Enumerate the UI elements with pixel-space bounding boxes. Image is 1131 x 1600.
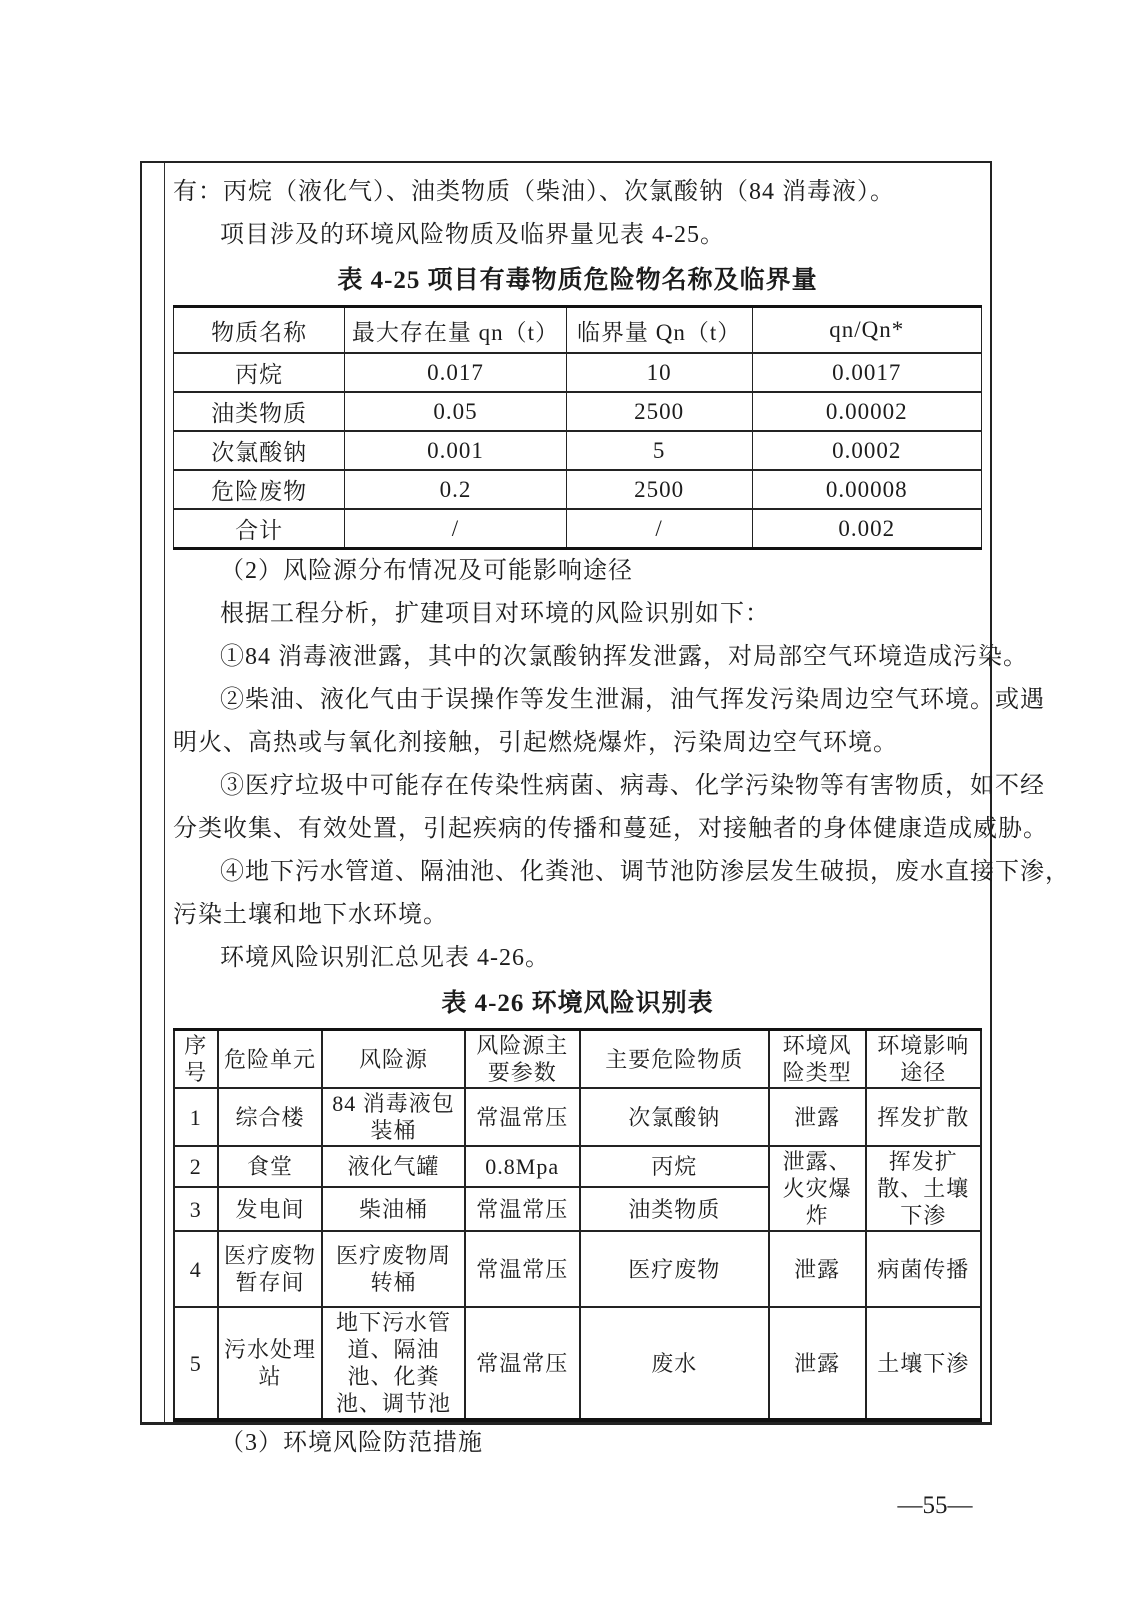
left-gutter-column — [142, 163, 165, 1422]
table-26-header-substance: 主要危险物质 — [580, 1030, 769, 1089]
table-cell: 0.00002 — [752, 392, 982, 431]
table-26-header-row — [174, 1030, 981, 1089]
table-25-title: 表 4-25 项目有毒物质危险物名称及临界量 — [337, 267, 818, 294]
table-row — [174, 392, 982, 431]
table-cell: 污水处理站 — [218, 1307, 323, 1420]
table-cell: 综合楼 — [218, 1088, 323, 1146]
table-row — [174, 1088, 981, 1146]
table-cell: 泄露 — [769, 1231, 866, 1307]
table-cell: 次氯酸钠 — [580, 1088, 769, 1146]
table-cell: 常温常压 — [465, 1307, 580, 1420]
table-cell: 4 — [174, 1231, 218, 1307]
table-26-header-unit: 危险单元 — [218, 1030, 323, 1089]
table-row — [174, 1307, 981, 1420]
table-row — [174, 353, 982, 392]
table-25-header-max-qty: 最大存在量 qn（t） — [345, 307, 566, 354]
table-25-header-ratio: qn/Qn* — [752, 307, 982, 354]
table-cell: 0.2 — [345, 470, 566, 509]
table-cell: 84 消毒液包装桶 — [322, 1088, 464, 1146]
table-cell: 0.00008 — [752, 470, 982, 509]
page-content — [165, 163, 1070, 1456]
table-cell: 1 — [174, 1088, 218, 1146]
paragraph-intro: 有：丙烷（液化气）、油类物质（柴油）、次氯酸钠（84 消毒液）。 — [173, 179, 895, 205]
paragraph-risk-4-line-1: ④地下污水管道、隔油池、化粪池、调节池防渗层发生破损，废水直接下渗， — [220, 859, 1070, 885]
table-26-header-source: 风险源 — [322, 1030, 464, 1089]
table-cell: 5 — [174, 1307, 218, 1420]
table-cell: 0.0002 — [752, 431, 982, 470]
table-25-header-substance: 物质名称 — [174, 307, 345, 354]
table-cell: 合计 — [174, 509, 345, 549]
table-25-header-critical-qty: 临界量 Qn（t） — [566, 307, 752, 354]
table-cell: 常温常压 — [465, 1088, 580, 1146]
table-cell: 0.8Mpa — [465, 1146, 580, 1187]
table-cell: / — [566, 509, 752, 549]
table-cell: 2 — [174, 1146, 218, 1187]
table-cell-merged-risk-type: 泄露、火灾爆炸 — [769, 1146, 866, 1231]
table-cell: 医疗废物周转桶 — [322, 1231, 464, 1307]
paragraph-analysis-intro: 根据工程分析，扩建项目对环境的风险识别如下： — [220, 601, 770, 627]
table-cell: 食堂 — [218, 1146, 323, 1187]
section-2-heading: （2）风险源分布情况及可能影响途径 — [220, 558, 633, 584]
table-25-toxic-substances — [173, 305, 982, 550]
table-cell: 0.017 — [345, 353, 566, 392]
table-cell: 常温常压 — [465, 1187, 580, 1231]
table-cell: 病菌传播 — [866, 1231, 981, 1307]
table-25-header-row — [174, 307, 982, 354]
table-cell: 丙烷 — [174, 353, 345, 392]
table-26-header-impact-path: 环境影响途径 — [866, 1030, 981, 1089]
table-cell: 危险废物 — [174, 470, 345, 509]
table-cell: 挥发扩散 — [866, 1088, 981, 1146]
table-row — [174, 1231, 981, 1307]
table-cell: 0.0017 — [752, 353, 982, 392]
table-cell-merged-impact-path: 挥发扩散、土壤下渗 — [866, 1146, 981, 1231]
table-row — [174, 509, 982, 549]
table-cell: 地下污水管道、隔油池、化粪池、调节池 — [322, 1307, 464, 1420]
paragraph-risk-4-line-2: 污染土壤和地下水环境。 — [173, 902, 448, 928]
table-cell: 2500 — [566, 392, 752, 431]
paragraph-risk-3-line-2: 分类收集、有效处置，引起疾病的传播和蔓延，对接触者的身体健康造成威胁。 — [173, 816, 1048, 842]
table-cell: 次氯酸钠 — [174, 431, 345, 470]
table-cell: 10 — [566, 353, 752, 392]
paragraph-risk-1: ①84 消毒液泄露，其中的次氯酸钠挥发泄露，对局部空气环境造成污染。 — [220, 644, 1028, 670]
table-26-header-risk-type: 环境风险类型 — [769, 1030, 866, 1089]
table-cell: 发电间 — [218, 1187, 323, 1231]
table-cell: 3 — [174, 1187, 218, 1231]
page-frame — [140, 161, 1070, 1456]
table-cell: 常温常压 — [465, 1231, 580, 1307]
table-cell: 0.001 — [345, 431, 566, 470]
table-26-header-params: 风险源主要参数 — [465, 1030, 580, 1089]
table-cell: 丙烷 — [580, 1146, 769, 1187]
table-cell: 医疗废物暂存间 — [218, 1231, 323, 1307]
table-row — [174, 1146, 981, 1187]
paragraph-risk-2-line-2: 明火、高热或与氧化剂接触，引起燃烧爆炸，污染周边空气环境。 — [173, 730, 898, 756]
table-row — [174, 431, 982, 470]
paragraph-risk-2-line-1: ②柴油、液化气由于误操作等发生泄漏，油气挥发污染周边空气环境。或遇 — [220, 687, 1045, 713]
table-cell: 液化气罐 — [322, 1146, 464, 1187]
table-cell: 2500 — [566, 470, 752, 509]
table-cell: 0.05 — [345, 392, 566, 431]
table-cell: 油类物质 — [580, 1187, 769, 1231]
section-3-heading: （3）环境风险防范措施 — [220, 1430, 483, 1456]
paragraph-risk-3-line-1: ③医疗垃圾中可能存在传染性病菌、病毒、化学污染物等有害物质，如不经 — [220, 773, 1045, 799]
table-cell: / — [345, 509, 566, 549]
paragraph-see-table-26: 环境风险识别汇总见表 4-26。 — [220, 945, 550, 971]
page-number: —55— — [897, 1492, 973, 1519]
table-cell: 废水 — [580, 1307, 769, 1420]
table-cell: 泄露 — [769, 1307, 866, 1420]
table-cell: 医疗废物 — [580, 1231, 769, 1307]
paragraph-see-table-25: 项目涉及的环境风险物质及临界量见表 4-25。 — [220, 222, 725, 248]
table-cell: 油类物质 — [174, 392, 345, 431]
table-26-header-no: 序号 — [174, 1030, 218, 1089]
table-row — [174, 470, 982, 509]
table-26-risk-identification — [173, 1028, 982, 1422]
table-cell: 泄露 — [769, 1088, 866, 1146]
table-cell: 5 — [566, 431, 752, 470]
table-cell: 0.002 — [752, 509, 982, 549]
table-26-title: 表 4-26 环境风险识别表 — [441, 990, 714, 1017]
table-cell: 柴油桶 — [322, 1187, 464, 1231]
table-cell: 土壤下渗 — [866, 1307, 981, 1420]
